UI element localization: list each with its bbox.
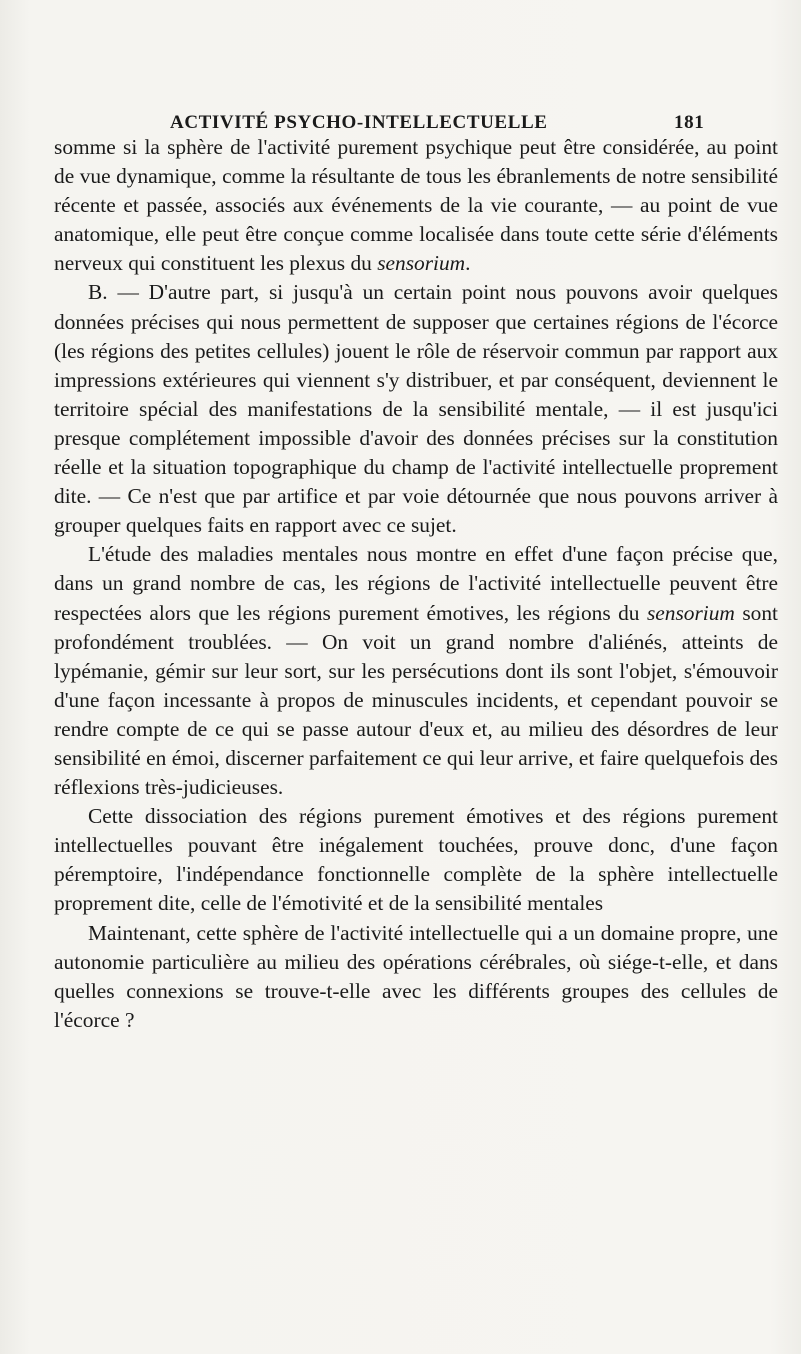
- paragraph-1-italic-sensorium: sensorium: [377, 251, 466, 276]
- paragraph-2: B. — D'autre part, si jusqu'à un certain point nous pouvons avoir quelques données précises qui nous permettent de supposer que certaines régions de l'écorce (les régions des petites cellules) jouent le rôle de réservoir commun par rapport aux impressions extérieures qui viennent s'y distribuer, et par conséquent, deviennent le territoire spécial des manifestations de la sensibilité mentale, — il est jusqu'ici presque complétement impossible d'avoir des données précises sur la constitution réelle et la situation topographique du champ de l'activité intellectuelle proprement dite. — Ce n'est que par artifice et par voie détournée que nous pouvons arriver à grouper quelques faits en rapport avec ce sujet.: [54, 280, 778, 538]
- paragraph-1-text: somme si la sphère de l'activité purement psychique peut être considérée, au point de vue dynamique, comme la résultante de tous les ébranlements de notre sensibilité récente et passée, associés aux événements de la vie courante, — au point de vue anatomique, elle peut être conçue comme localisée dans toute cette série d'éléments nerveux qui constituent les plexus du: [54, 135, 778, 276]
- paragraph-3-text: L'étude des maladies mentales nous montre en effet d'une façon précise que, dans un grand nombre de cas, les régions de l'activité intellectuelle peuvent être respectées alors que les régions purement émotives, les régions du: [54, 542, 778, 625]
- page-number: 181: [674, 112, 705, 133]
- paragraph-3: [54, 540, 778, 802]
- paragraph-1-tail: .: [465, 251, 471, 276]
- paragraph-1: [54, 133, 778, 278]
- paragraph-3-tail: sont profondément troublées. — On voit un grand nombre d'aliénés, atteints de lypémanie, gémir sur leur sort, sur les persécutions dont ils sont l'objet, s'émouvoir d'une façon incessante à propos de minuscules incidents, et cependant pouvoir se rendre compte de ce qui se passe autour d'eux et, au milieu des désordres de leur sensibilité en émoi, discerner parfaitement ce qui leur arrive, et faire quelquefois des réflexions très-judicieuses.: [54, 600, 778, 800]
- paragraph-4: Cette dissociation des régions purement émotives et des régions purement intellectuelles pouvant être inégalement touchées, prouve donc, d'une façon péremptoire, l'indépendance fonctionnelle complète de la sphère intellectuelle proprement dite, celle de l'émotivité et de la sensibilité mentales: [54, 804, 778, 916]
- running-head-title: ACTIVITÉ PSYCHO-INTELLECTUELLE: [170, 112, 548, 133]
- body-text: [54, 133, 778, 1035]
- paragraph-3-italic-sensorium: sensorium: [646, 600, 735, 625]
- paragraph-5: Maintenant, cette sphère de l'activité intellectuelle qui a un domaine propre, une autonomie particulière au milieu des opérations cérébrales, où siége-t-elle, et dans quelles connexions se trouve-t-elle avec les différents groupes des cellules de l'écorce ?: [54, 920, 778, 1032]
